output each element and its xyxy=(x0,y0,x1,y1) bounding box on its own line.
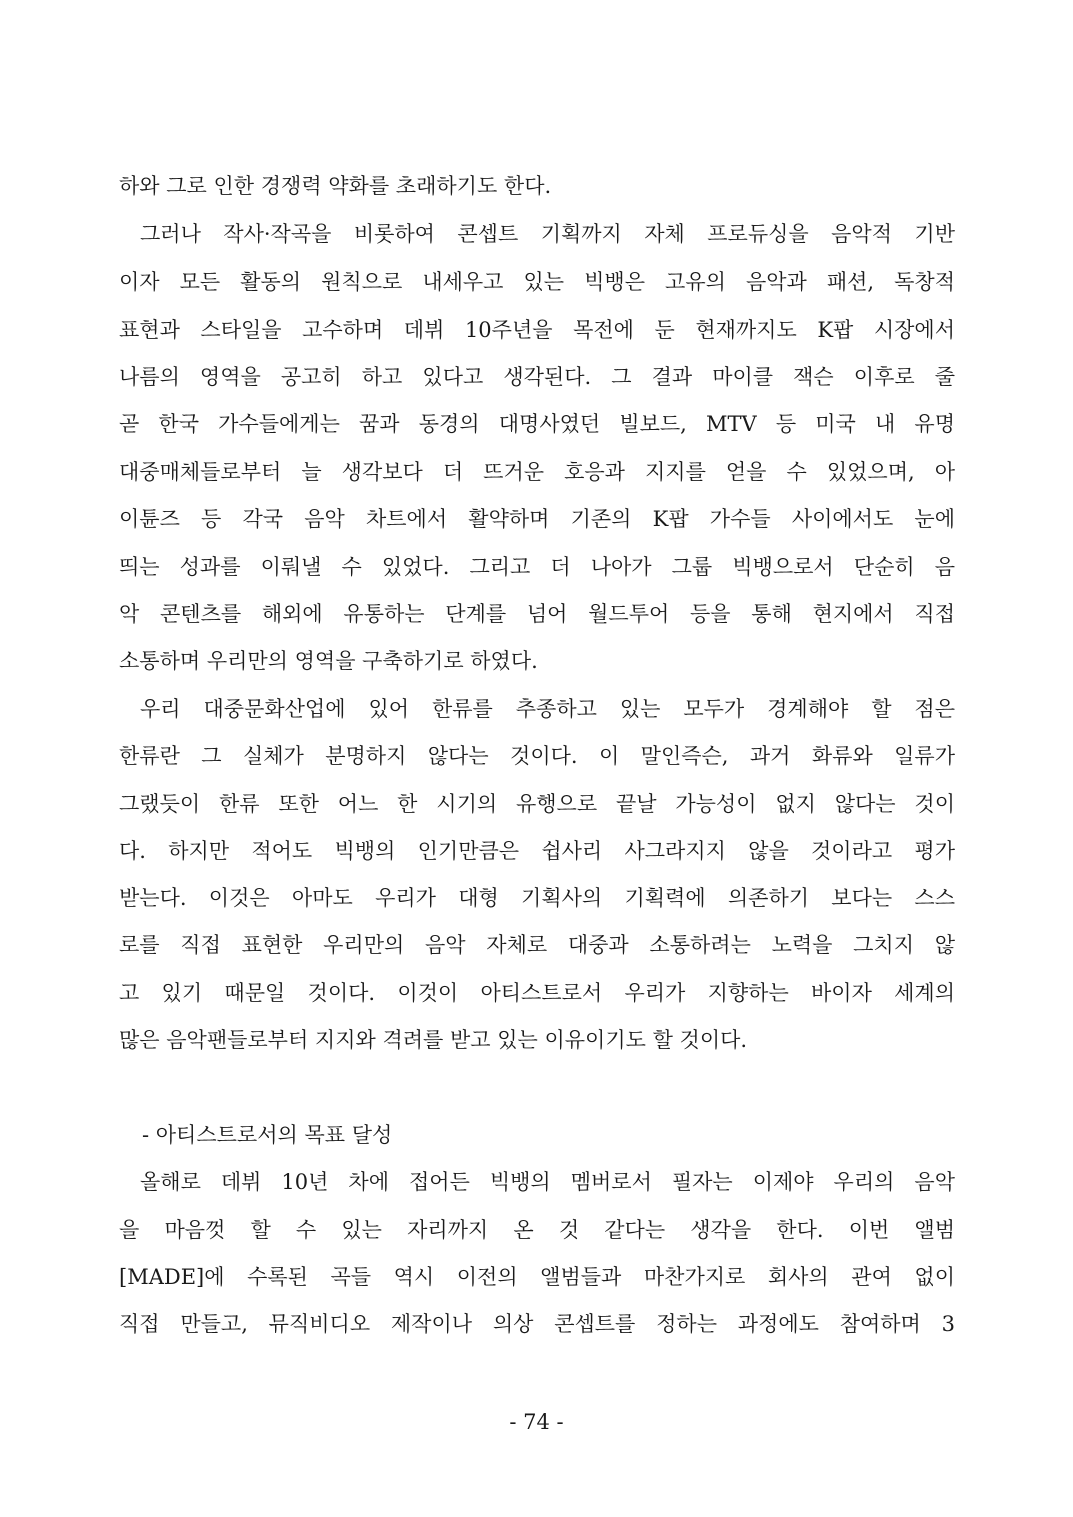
paragraph-line: 올해로 데뷔 10년 차에 접어든 빅뱅의 멤버로서 필자는 이제야 우리의 음악 xyxy=(140,1170,955,1194)
paragraph-line: 띄는 성과를 이뤄낼 수 있었다. 그리고 더 나아가 그룹 빅뱅으로서 단순히 음 xyxy=(119,555,955,579)
paragraph-line: 하와 그로 인한 경쟁력 약화를 초래하기도 한다. xyxy=(119,174,552,198)
paragraph-line: 악 콘텐츠를 해외에 유통하는 단계를 넘어 월드투어 등을 통해 현지에서 직접 xyxy=(119,602,955,626)
paragraph-line: 이자 모든 활동의 원칙으로 내세우고 있는 빅뱅은 고유의 음악과 패션, 독창적 xyxy=(119,270,955,294)
paragraph-line: 이튠즈 등 각국 음악 차트에서 활약하며 기존의 K팝 가수들 사이에서도 눈에 xyxy=(119,507,955,531)
paragraph-line: 직접 만들고, 뮤직비디오 제작이나 의상 콘셉트를 정하는 과정에도 참여하며 3 xyxy=(119,1312,955,1336)
paragraph-line: 고 있기 때문일 것이다. 이것이 아티스트로서 우리가 지향하는 바이자 세계의 xyxy=(119,981,955,1005)
paragraph-line: 을 마음껏 할 수 있는 자리까지 온 것 같다는 생각을 한다. 이번 앨범 xyxy=(119,1218,955,1242)
paragraph-line: 대중매체들로부터 늘 생각보다 더 뜨거운 호응과 지지를 얻을 수 있었으며, 아 xyxy=(119,460,955,484)
section-heading: - 아티스트로서의 목표 달성 xyxy=(142,1123,393,1147)
paragraph-line: 받는다. 이것은 아마도 우리가 대형 기획사의 기획력에 의존하기 보다는 스스 xyxy=(119,886,955,910)
paragraph-line: 그러나 작사·작곡을 비롯하여 콘셉트 기획까지 자체 프로듀싱을 음악적 기반 xyxy=(140,222,955,246)
paragraph-line: 한류란 그 실체가 분명하지 않다는 것이다. 이 말인즉슨, 과거 화류와 일류가 xyxy=(119,744,955,768)
page-number: - 74 - xyxy=(509,1410,564,1434)
paragraph-line: 우리 대중문화산업에 있어 한류를 추종하고 있는 모두가 경계해야 할 점은 xyxy=(140,697,955,721)
paragraph-line: 소통하며 우리만의 영역을 구축하기로 하였다. xyxy=(119,649,538,673)
paragraph-line: 그랬듯이 한류 또한 어느 한 시기의 유행으로 끝날 가능성이 없지 않다는 것이 xyxy=(119,792,955,816)
paragraph-line: 곧 한국 가수들에게는 꿈과 동경의 대명사였던 빌보드, MTV 등 미국 내 유명 xyxy=(119,412,955,436)
paragraph-line: 많은 음악팬들로부터 지지와 격려를 받고 있는 이유이기도 할 것이다. xyxy=(119,1028,748,1052)
paragraph-line: 다. 하지만 적어도 빅뱅의 인기만큼은 쉽사리 사그라지지 않을 것이라고 평가 xyxy=(119,839,955,863)
paragraph-line: 로를 직접 표현한 우리만의 음악 자체로 대중과 소통하려는 노력을 그치지 않 xyxy=(119,933,955,957)
paragraph-line: 나름의 영역을 공고히 하고 있다고 생각된다. 그 결과 마이클 잭슨 이후로 줄 xyxy=(119,365,955,389)
paragraph-line: [MADE]에 수록된 곡들 역시 이전의 앨범들과 마찬가지로 회사의 관여 없이 xyxy=(119,1265,955,1289)
paragraph-line: 표현과 스타일을 고수하며 데뷔 10주년을 목전에 둔 현재까지도 K팝 시장에서 xyxy=(119,318,955,342)
